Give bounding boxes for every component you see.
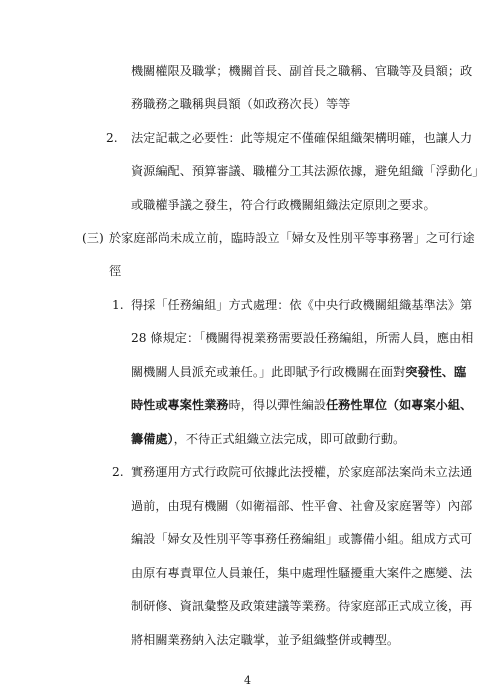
section-number: (三) xyxy=(82,231,104,245)
list-number: 2. xyxy=(112,465,124,479)
text-line: 實務運用方式行政院可依據此法授權，於家庭部法案尚未立法通 xyxy=(131,465,473,479)
text-line: 務職務之職稱與員額（如政務次長）等等 xyxy=(131,97,351,111)
text-line: 得採「任務編組」方式處理：依《中央行政機關組織基準法》第 xyxy=(131,298,473,312)
text-line: 將相關業務納入法定職掌，並予組織整併或轉型。 xyxy=(131,633,400,647)
text-line: 編設「婦女及性別平等事務任務編組」或籌備小組。組成方式可 xyxy=(131,532,473,546)
list-number: 1. xyxy=(112,298,124,312)
text-line: 資源編配、預算審議、職權分工其法源依據，避免組織「浮動化」 xyxy=(131,164,485,178)
text-line: 籌備處），不待正式組織立法完成，即可啟動行動。 xyxy=(131,432,406,446)
text-line: 制研修、資訊彙整及政策建議等業務。待家庭部正式成立後，再 xyxy=(131,599,473,613)
text-line: 機關權限及職掌；機關首長、副首長之職稱、官職等及員額；政 xyxy=(131,64,473,78)
text-line: 由原有專責單位人員兼任，集中處理性騷擾重大案件之應變、法 xyxy=(131,566,473,580)
section-heading: 於家庭部尚未成立前，臨時設立「婦女及性別平等事務署」之可行途 xyxy=(109,231,475,245)
list-number: 2. xyxy=(106,131,118,145)
text-line: 過前，由現有機關（如衛福部、性平會、社會及家庭署等）內部 xyxy=(131,499,473,513)
text-line: 關機關人員派充或兼任。」此即賦予行政機關在面對突發性、臨 xyxy=(131,365,467,379)
text-line: 法定記載之必要性：此等規定不僅確保組織架構明確，也讓人力 xyxy=(131,131,473,145)
text-line: 時性或專案性業務時，得以彈性編設任務性單位（如專案小組、 xyxy=(131,398,473,412)
section-heading-cont: 徑 xyxy=(109,264,122,278)
page-number: 4 xyxy=(244,674,251,687)
text-line: 或職權爭議之發生，符合行政機關組織法定原則之要求。 xyxy=(131,198,436,212)
text-line: 28 條規定：「機關得視業務需要設任務編組，所需人員，應由相 xyxy=(131,331,474,345)
